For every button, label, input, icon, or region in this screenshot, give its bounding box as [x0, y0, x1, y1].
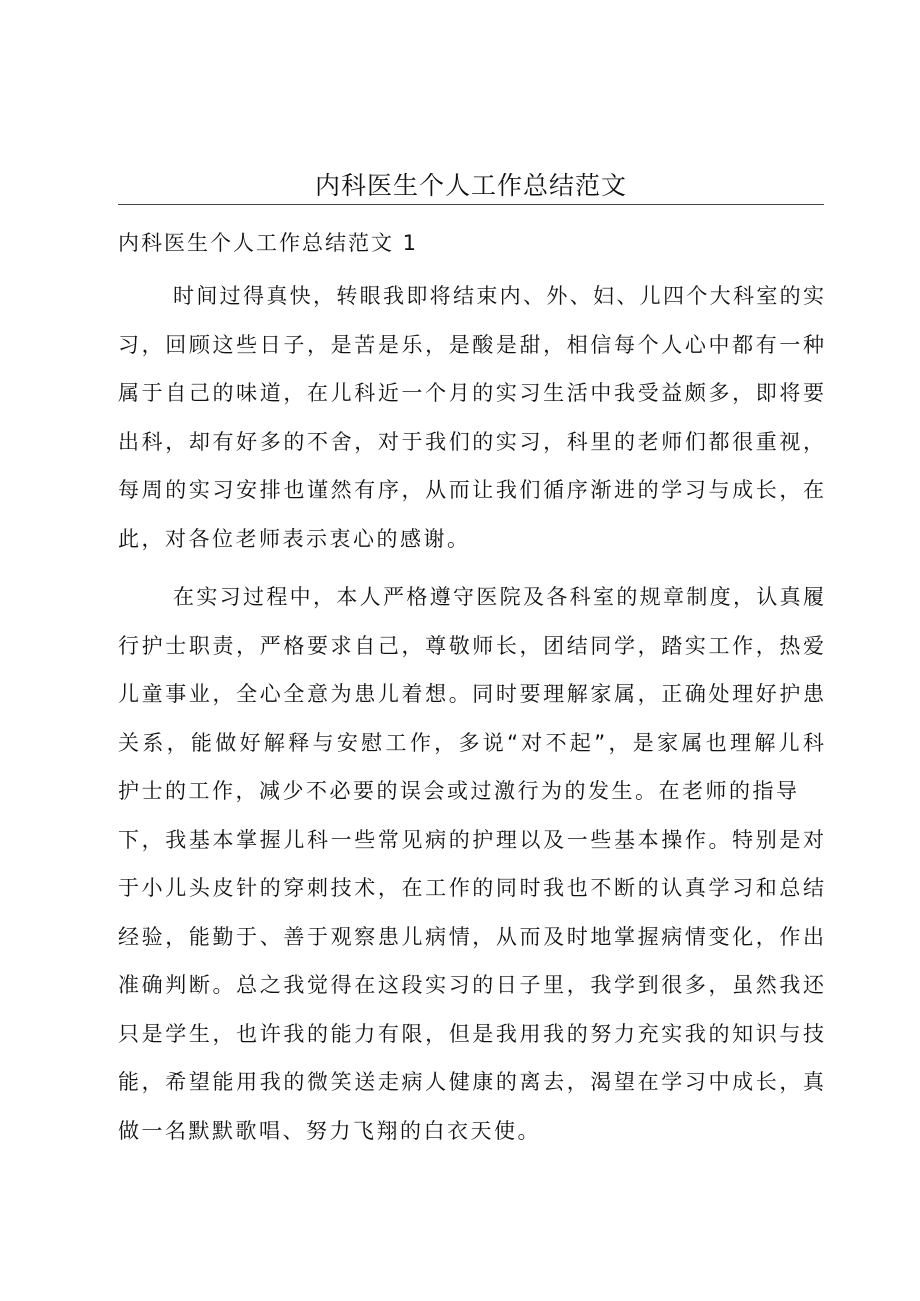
- paragraph-line: 每周的实习安排也谨然有序，从而让我们循序渐进的学习与成长，在: [118, 478, 824, 502]
- paragraph-line: 关系，能做好解释与安慰工作，多说“对不起”，是家属也理解儿科: [118, 730, 824, 755]
- document-title: 内科医生个人工作总结范文: [314, 171, 627, 200]
- document-body: [118, 272, 824, 1165]
- paragraph-line: 只是学生，也许我的能力有限，但是我用我的努力充实我的知识与技: [118, 1021, 824, 1046]
- paragraph-line: 属于自己的味道，在儿科近一个月的实习生活中我受益颇多，即将要: [118, 381, 824, 405]
- paragraph-line: 此，对各位老师表示衷心的感谢。: [118, 526, 471, 551]
- section-heading: 内科医生个人工作总结范文 1: [118, 231, 419, 255]
- paragraph-line: 习，回顾这些日子，是苦是乐，是酸是甜，相信每个人心中都有一种: [118, 332, 824, 357]
- paragraph-line: 能，希望能用我的微笑送走病人健康的离去，渴望在学习中成长，真: [118, 1070, 824, 1094]
- paragraph-line: 于小儿头皮针的穿刺技术，在工作的同时我也不断的认真学习和总结: [118, 876, 824, 900]
- paragraph-2: [118, 573, 824, 1155]
- paragraph-line: 准确判断。总之我觉得在这段实习的日子里，我学到很多，虽然我还: [118, 973, 824, 997]
- title-divider: [118, 204, 824, 205]
- paragraph-line: 在实习过程中，本人严格遵守医院及各科室的规章制度，认真履: [173, 585, 824, 609]
- paragraph-line: 儿童事业，全心全意为患儿着想。同时要理解家属，正确处理好护患: [118, 682, 824, 706]
- paragraph-line: 行护士职责，严格要求自己，尊敬师长，团结同学，踏实工作，热爱: [118, 633, 824, 658]
- paragraph-line: 护士的工作，减少不必要的误会或过激行为的发生。在老师的指导: [118, 779, 800, 803]
- paragraph-line: 下，我基本掌握儿科一些常见病的护理以及一些基本操作。特别是对: [118, 827, 824, 852]
- paragraph-line: 经验，能勤于、善于观察患儿病情，从而及时地掌握病情变化，作出: [118, 924, 824, 949]
- paragraph-line: 时间过得真快，转眼我即将结束内、外、妇、儿四个大科室的实: [173, 284, 824, 308]
- paragraph-line: 出科，却有好多的不舍，对于我们的实习，科里的老师们都很重视，: [118, 429, 824, 454]
- paragraph-line: 做一名默默歌唱、努力飞翔的白衣天使。: [118, 1118, 541, 1143]
- paragraph-1: [118, 272, 824, 563]
